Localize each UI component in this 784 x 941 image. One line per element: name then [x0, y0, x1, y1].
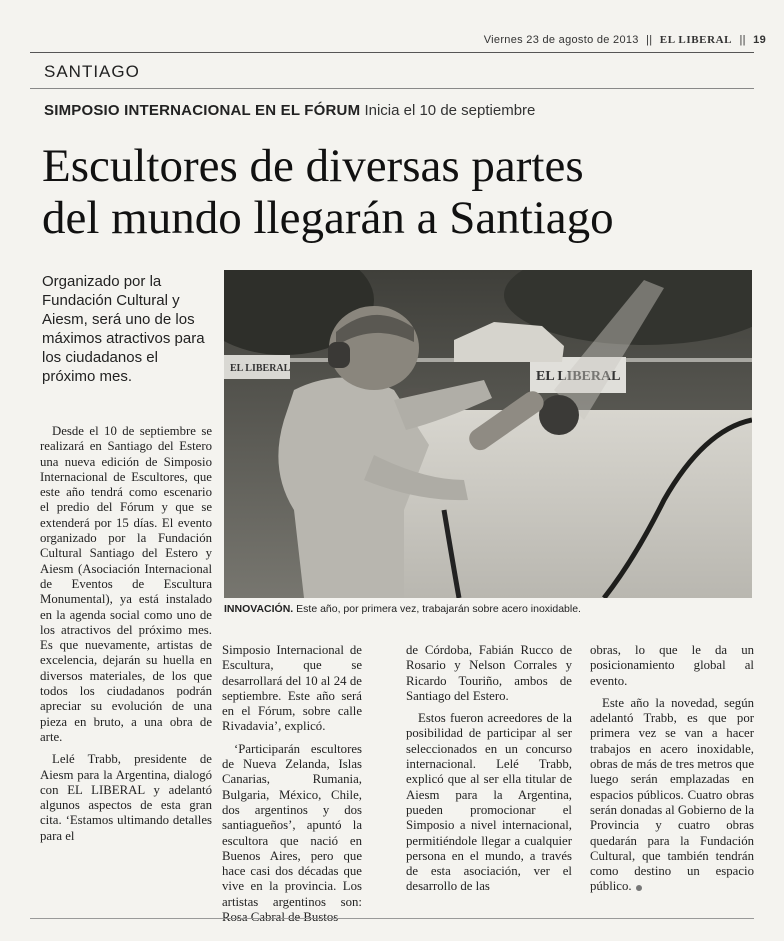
article-column-4 — [590, 643, 754, 895]
section-rule — [30, 88, 754, 89]
bottom-rule — [30, 918, 754, 919]
column-2-paragraph-1: Simposio Internacional de Escultura, que se desarrollará del 10 al 24 de septiembre. Este año será en el Fórum, sobre calle Rivadavia’, explicó. — [222, 643, 362, 734]
kicker — [44, 102, 535, 119]
column-2-paragraph-2: ‘Participarán escultores de Nueva Zelanda, Islas Canarias, Rumania, Bulgaria, México, Chile, dos argentinos y dos santiagueños’, apuntó la escultora que nació en Buenos Aires, pero que hace casi dos décadas que vive en la provincia. Los artistas argentinos son: — [222, 741, 362, 909]
header-paper-name: EL LIBERAL — [659, 34, 733, 46]
headline-line-1: Escultores de diversas partes — [42, 140, 584, 192]
sculptor-photo — [224, 270, 752, 598]
header-line — [484, 34, 766, 46]
column-1-paragraph-2: Lelé Trabb, presidente de Aiesm para la Argentina, dialogó con EL LIBERAL y adelantó algunos aspectos de esta gran cita. ‘Estamos ultimando detalles para el — [40, 752, 212, 843]
photo-caption — [224, 603, 764, 615]
article-column-3 — [406, 643, 572, 895]
caption-label: INNOVACIÓN. — [224, 603, 294, 615]
end-of-article-icon — [636, 885, 642, 891]
fence-sign-1-text: EL LIBERAL — [230, 363, 291, 374]
column-4-paragraph-2 — [590, 696, 754, 895]
photo-illustration — [224, 270, 752, 598]
page-header — [0, 30, 784, 52]
header-separator: || — [646, 34, 653, 46]
header-rule — [30, 52, 754, 53]
headline-line-2: del mundo llegarán a Santiago — [42, 192, 614, 244]
kicker-title: SIMPOSIO INTERNACIONAL EN EL FÓRUM — [44, 102, 361, 119]
column-3-paragraph-2: Estos fueron acreedores de la posibilidad de participar al ser seleccionados en un concurso internacional. Lelé Trabb, explicó que al ser ella titular de Aiesm para la Argentina, pueden promocionar el Simposio a nivel internacional, permitiéndole llegar a cualquier persona en el mundo, a través de esta asociación, ver el desarrollo de las — [406, 711, 572, 894]
header-separator-2: || — [739, 34, 746, 46]
deck-summary: Organizado por la Fundación Cultural y Aiesm, será uno de los máximos atractivos para los ciudadanos el próximo mes. — [42, 273, 205, 385]
article-column-2 — [222, 643, 362, 925]
grinder-disc — [539, 395, 579, 435]
caption-text: Este año, por primera vez, trabajarán sobre acero inoxidable. — [296, 603, 581, 615]
page-number: 19 — [753, 34, 766, 46]
column-1-paragraph-1: Desde el 10 de septiembre se realizará en Santiago del Estero una nueva edición de Simposio Internacional de Escultores, que este año tendrá como escenario el predio del Fórum y que se extenderá por 15 días. El evento organizado por la Fundación Cultural Santiago del Estero y Aiesm (Asociación Internacional de Eventos de Escultura Monumental), ya está instalado en la agenda social como uno de los atractivos del próximo mes. Es que nuevamente, artistas de excelencia, dejarán su huella en diversos materiales, de los que todos los ciudadanos podrán apreciar su evolución de una pieza en bruto, a una obra de arte. — [40, 424, 212, 744]
article-column-1 — [40, 424, 212, 844]
header-date: Viernes 23 de agosto de 2013 — [483, 34, 639, 46]
fence-sign-2-text: EL LIBERAL — [536, 369, 621, 384]
column-4-paragraph-2-text: Este año la novedad, según adelantó Trabb, es que por primera vez se van a hacer trabajos en acero inoxidable, obras de más de tres metros que luego serán emplazadas en espacios públicos. Cuatro obras serán donadas al Gobierno de la Provincia y cuatro obras quedarán para la Fundación Cultural, que también tendrán como destino un espacio público. — [590, 695, 754, 894]
section-label: SANTIAGO — [44, 62, 140, 81]
column-4-paragraph-1: obras, lo que le da un posicionamiento global al evento. — [590, 643, 754, 688]
kicker-subtitle: Inicia el 10 de septiembre — [364, 102, 536, 119]
headline — [42, 140, 772, 244]
column-3-paragraph-1: de Córdoba, Fabián Rucco de Rosario y Nelson Corrales y Ricardo Touriño, ambos de Santiago del Estero. — [406, 643, 572, 703]
